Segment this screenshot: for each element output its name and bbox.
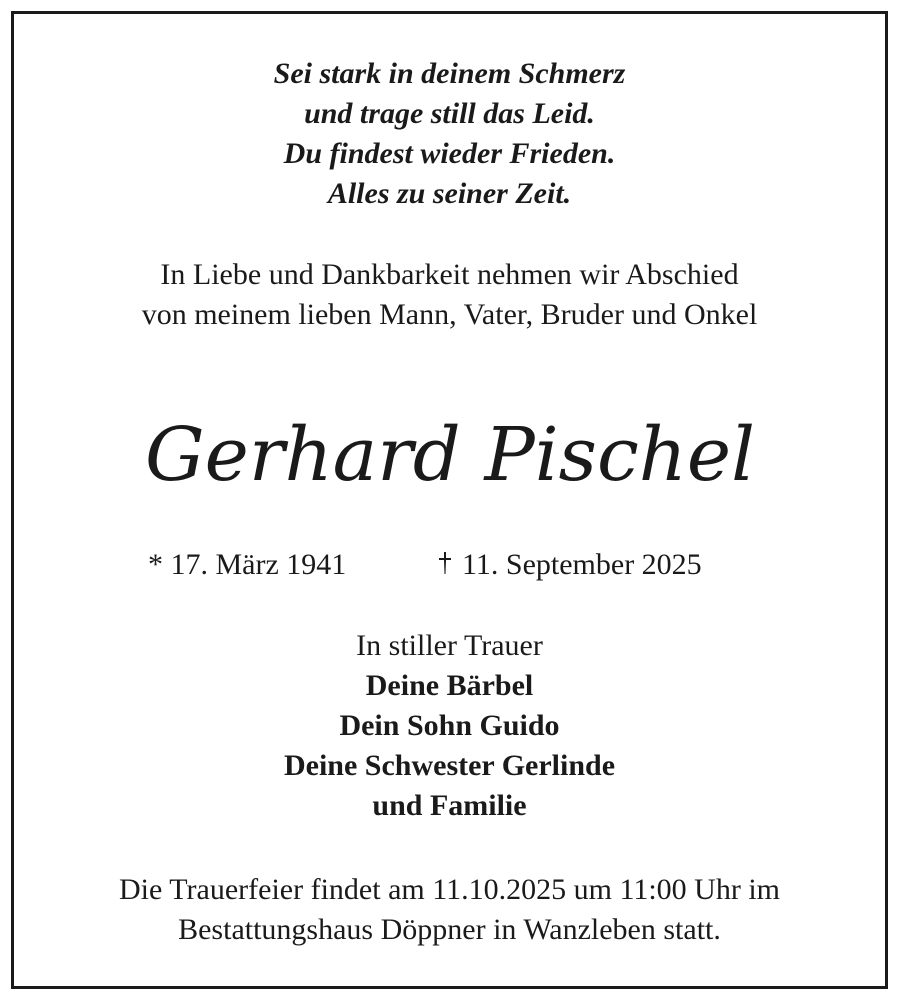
mourners (0, 626, 899, 826)
deceased-name-script (0, 398, 899, 508)
deceased-name-text: Gerhard Pischel (145, 412, 755, 498)
ceremony-notice (0, 870, 899, 950)
mourner-name: und Familie (372, 789, 527, 822)
poem (0, 54, 899, 214)
mourner-name: Dein Sohn Guido (339, 709, 560, 742)
mourner-name: Deine Bärbel (365, 669, 534, 702)
poem-line: Du findest wieder Frieden. (283, 137, 616, 170)
poem-line: und trage still das Leid. (304, 97, 595, 130)
cross-icon (438, 550, 452, 576)
poem-line: Alles zu seiner Zeit. (327, 177, 572, 210)
mourning-intro: In stiller Trauer (356, 629, 543, 662)
death-date: 11. September 2025 (462, 548, 702, 581)
mourner-name: Deine Schwester Gerlinde (283, 749, 616, 782)
deceased-name (0, 398, 899, 508)
birth-date: * 17. März 1941 (148, 548, 347, 581)
death-date-group (438, 545, 702, 585)
intro-line: von meinem lieben Mann, Vater, Bruder und Onkel (141, 298, 758, 331)
ceremony-line: Die Trauerfeier findet am 11.10.2025 um 11:00 Uhr im (119, 873, 780, 906)
farewell-intro (0, 255, 899, 335)
ceremony-line: Bestattungshaus Döppner in Wanzleben statt. (178, 913, 721, 946)
intro-line: In Liebe und Dankbarkeit nehmen wir Abschied (160, 258, 739, 291)
poem-line: Sei stark in deinem Schmerz (273, 57, 626, 90)
